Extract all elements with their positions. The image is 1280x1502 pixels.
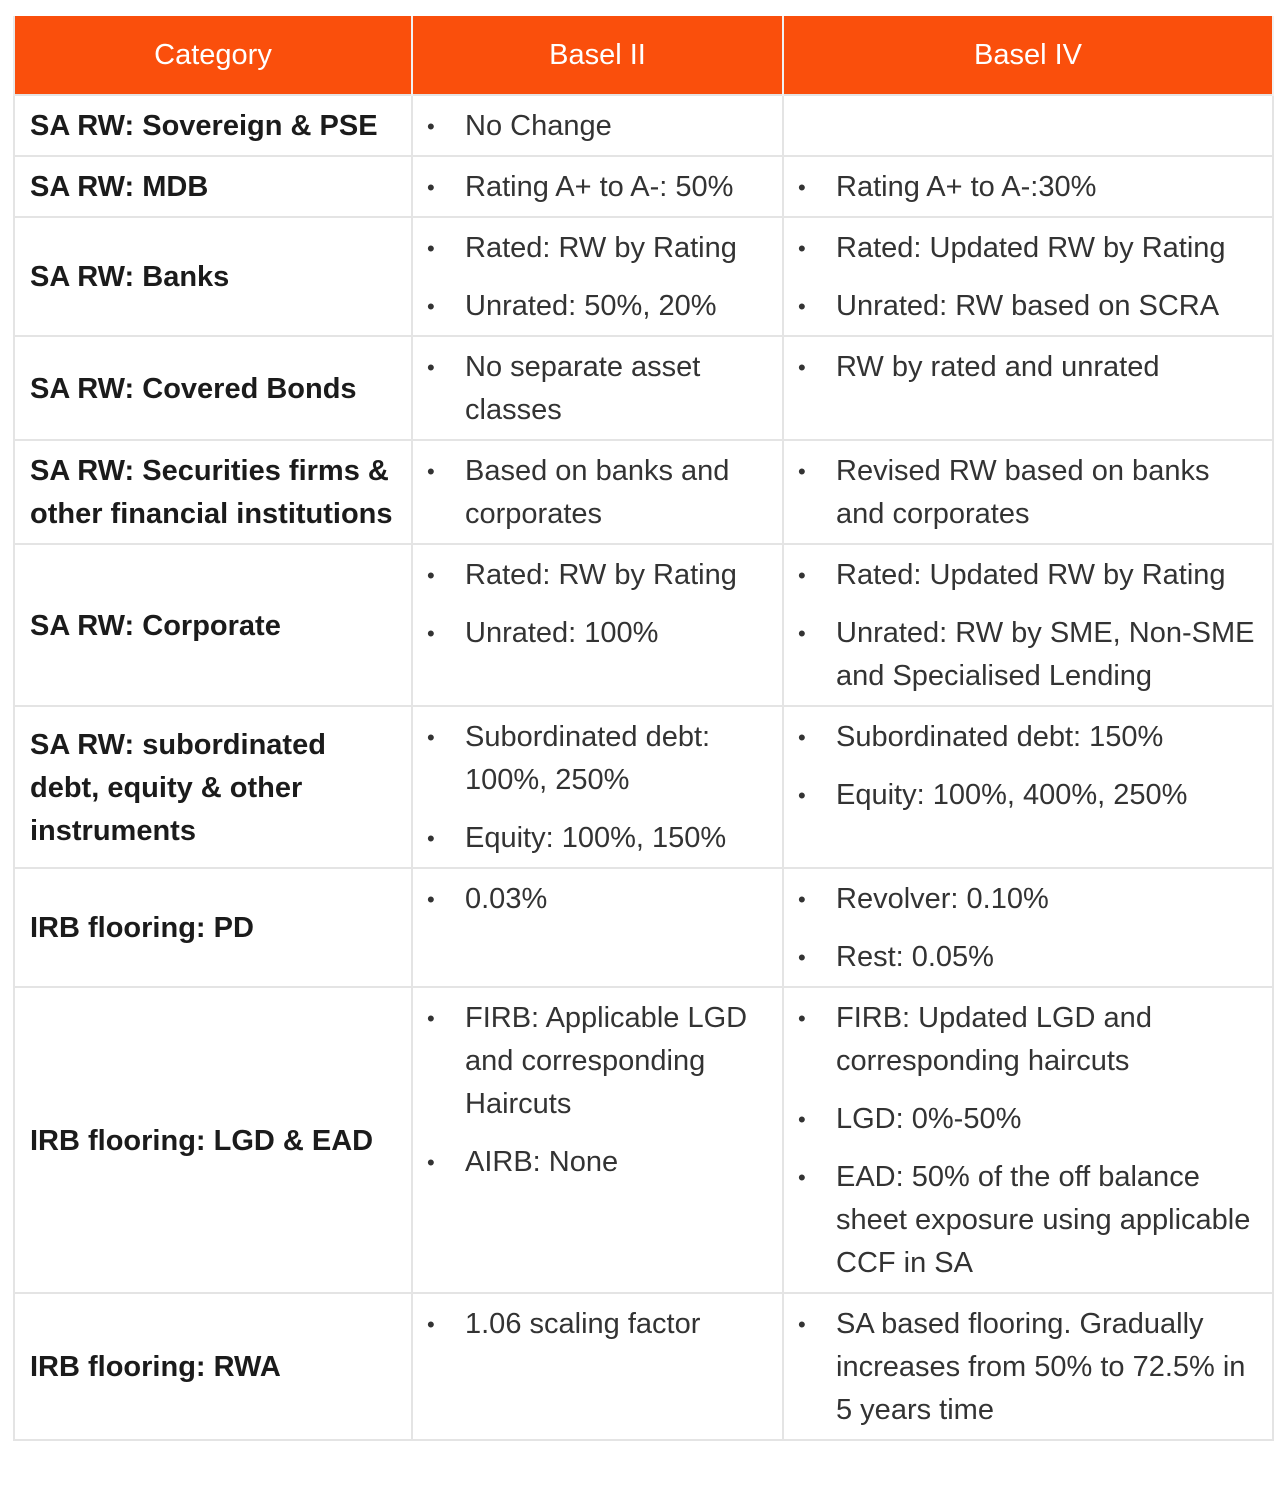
bullet-list: [798, 878, 1264, 979]
header-basel-iv: Basel IV: [783, 16, 1273, 95]
basel-ii-cell: [412, 987, 783, 1293]
bullet-item: • FIRB: Applicable LGD and corresponding Haircuts: [427, 997, 774, 1126]
table-row: [14, 336, 1273, 440]
basel-iv-cell: [783, 95, 1273, 156]
bullet-list: [427, 346, 774, 432]
table-row: [14, 95, 1273, 156]
category-cell: SA RW: subordinated debt, equity & other instruments: [14, 706, 412, 868]
bullet-item: • 0.03%: [427, 878, 774, 921]
table-row: [14, 440, 1273, 544]
bullet-list: [427, 166, 774, 209]
bullet-list: [427, 105, 774, 148]
table-row: [14, 868, 1273, 987]
bullet-item: • Equity: 100%, 150%: [427, 817, 774, 860]
bullet-item: • Rated: RW by Rating: [427, 554, 774, 597]
bullet-item: • Equity: 100%, 400%, 250%: [798, 774, 1264, 817]
category-cell: SA RW: Sovereign & PSE: [14, 95, 412, 156]
basel-ii-cell: [412, 544, 783, 706]
category-cell: SA RW: Securities firms & other financial institutions: [14, 440, 412, 544]
bullet-list: [798, 554, 1264, 698]
basel-iv-cell: [783, 987, 1273, 1293]
table-row: [14, 706, 1273, 868]
category-cell: SA RW: Covered Bonds: [14, 336, 412, 440]
category-cell: SA RW: Banks: [14, 217, 412, 336]
basel-iv-cell: [783, 217, 1273, 336]
bullet-item: • Revised RW based on banks and corporates: [798, 450, 1264, 536]
comparison-table: [13, 16, 1274, 1441]
basel-iv-cell: [783, 544, 1273, 706]
bullet-item: • Based on banks and corporates: [427, 450, 774, 536]
bullet-list: [798, 166, 1264, 209]
category-cell: IRB flooring: LGD & EAD: [14, 987, 412, 1293]
bullet-item: • Rated: RW by Rating: [427, 227, 774, 270]
bullet-item: • EAD: 50% of the off balance sheet exposure using applicable CCF in SA: [798, 1156, 1264, 1285]
basel-ii-cell: [412, 440, 783, 544]
bullet-item: • Rating A+ to A-: 50%: [427, 166, 774, 209]
basel-iv-cell: [783, 1293, 1273, 1440]
bullet-item: • Rating A+ to A-:30%: [798, 166, 1264, 209]
basel-iv-cell: [783, 706, 1273, 868]
bullet-item: • Rated: Updated RW by Rating: [798, 554, 1264, 597]
basel-ii-cell: [412, 95, 783, 156]
basel-iv-cell: [783, 156, 1273, 217]
basel-iv-cell: [783, 336, 1273, 440]
table-row: [14, 217, 1273, 336]
table-body: [14, 95, 1273, 1440]
bullet-item: • Subordinated debt: 150%: [798, 716, 1264, 759]
bullet-list: [427, 554, 774, 655]
basel-ii-cell: [412, 156, 783, 217]
bullet-item: • 1.06 scaling factor: [427, 1303, 774, 1346]
table-row: [14, 987, 1273, 1293]
bullet-list: [798, 227, 1264, 328]
basel-iv-cell: [783, 440, 1273, 544]
bullet-item: • Unrated: 100%: [427, 612, 774, 655]
category-cell: IRB flooring: PD: [14, 868, 412, 987]
bullet-item: • RW by rated and unrated: [798, 346, 1264, 389]
bullet-item: • AIRB: None: [427, 1141, 774, 1184]
bullet-item: • No Change: [427, 105, 774, 148]
bullet-item: • FIRB: Updated LGD and corresponding haircuts: [798, 997, 1264, 1083]
basel-ii-cell: [412, 217, 783, 336]
bullet-list: [427, 997, 774, 1184]
bullet-list: [798, 450, 1264, 536]
bullet-item: • LGD: 0%-50%: [798, 1098, 1264, 1141]
basel-ii-cell: [412, 1293, 783, 1440]
bullet-item: • Unrated: RW by SME, Non-SME and Specialised Lending: [798, 612, 1264, 698]
bullet-list: [427, 227, 774, 328]
basel-iv-cell: [783, 868, 1273, 987]
bullet-item: • No separate asset classes: [427, 346, 774, 432]
basel-ii-cell: [412, 336, 783, 440]
bullet-list: [427, 878, 774, 921]
table-row: [14, 544, 1273, 706]
basel-ii-cell: [412, 868, 783, 987]
bullet-item: • Unrated: RW based on SCRA: [798, 285, 1264, 328]
bullet-list: [798, 1303, 1264, 1432]
bullet-item: • Subordinated debt: 100%, 250%: [427, 716, 774, 802]
table-header: [14, 16, 1273, 95]
bullet-item: • Revolver: 0.10%: [798, 878, 1264, 921]
header-row: [14, 16, 1273, 95]
bullet-list: [427, 1303, 774, 1346]
bullet-list: [798, 716, 1264, 817]
bullet-item: • Rated: Updated RW by Rating: [798, 227, 1264, 270]
bullet-list: [427, 716, 774, 860]
table-row: [14, 1293, 1273, 1440]
category-cell: IRB flooring: RWA: [14, 1293, 412, 1440]
category-cell: SA RW: Corporate: [14, 544, 412, 706]
bullet-item: • Unrated: 50%, 20%: [427, 285, 774, 328]
table-row: [14, 156, 1273, 217]
bullet-list: [427, 450, 774, 536]
header-category: Category: [14, 16, 412, 95]
category-cell: SA RW: MDB: [14, 156, 412, 217]
header-basel-ii: Basel II: [412, 16, 783, 95]
bullet-item: • Rest: 0.05%: [798, 936, 1264, 979]
bullet-list: [798, 346, 1264, 389]
basel-ii-cell: [412, 706, 783, 868]
bullet-item: • SA based flooring. Gradually increases from 50% to 72.5% in 5 years time: [798, 1303, 1264, 1432]
bullet-list: [798, 997, 1264, 1285]
